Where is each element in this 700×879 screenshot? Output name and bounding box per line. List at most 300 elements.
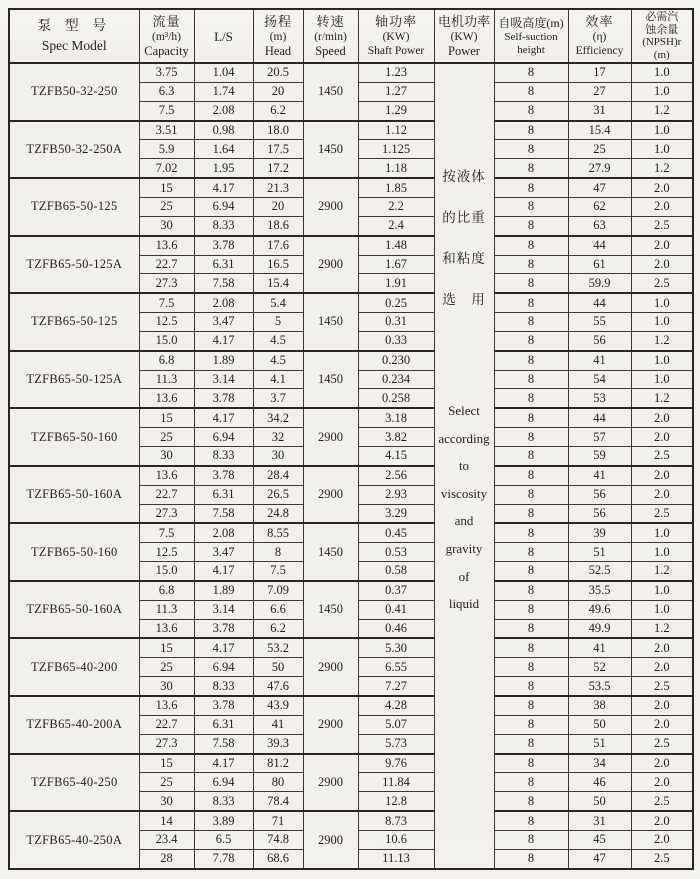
capacity-cell: 6.8 [139,581,194,600]
capacity-cell: 15 [139,638,194,657]
capacity-cell: 27.3 [139,274,194,293]
capacity-cell: 25 [139,197,194,216]
shaft-power-cell: 12.8 [358,792,434,811]
npsh-cell: 2.0 [631,466,693,485]
motor-note-gap [435,320,494,397]
shaft-power-cell: 1.48 [358,236,434,255]
head-cell: 16.5 [253,255,303,274]
capacity-cell: 30 [139,446,194,465]
npsh-cell: 1.0 [631,351,693,370]
header-speed [303,9,358,63]
ls-cell: 8.33 [194,446,253,465]
header-head [253,9,303,63]
capacity-cell: 15.0 [139,562,194,581]
header-capacity [139,9,194,63]
motor-note-en-line: and [454,513,474,529]
efficiency-cell: 50 [568,792,631,811]
ls-cell: 1.74 [194,82,253,101]
shaft-power-cell: 1.23 [358,63,434,82]
capacity-cell: 30 [139,216,194,235]
capacity-cell: 15 [139,408,194,427]
capacity-cell: 11.3 [139,600,194,619]
model-cell: TZFB65-40-250A [9,811,139,869]
header-shaft-power-en: Shaft Power [367,44,425,57]
efficiency-cell: 38 [568,696,631,715]
efficiency-cell: 31 [568,101,631,120]
self-suction-cell: 8 [494,446,568,465]
table-row [9,523,693,542]
header-npsh-zh: 必需汽 [645,11,679,23]
ls-cell: 7.58 [194,734,253,753]
shaft-power-cell: 0.46 [358,619,434,638]
capacity-cell: 7.5 [139,293,194,312]
speed-cell: 1450 [303,581,358,639]
self-suction-cell: 8 [494,830,568,849]
table-row [9,63,693,82]
header-shaft-power-unit: (KW) [382,30,410,43]
ls-cell: 7.58 [194,504,253,523]
npsh-cell: 1.2 [631,389,693,408]
self-suction-cell: 8 [494,696,568,715]
npsh-cell: 2.0 [631,715,693,734]
npsh-cell: 2.0 [631,255,693,274]
npsh-cell: 2.0 [631,485,693,504]
shaft-power-cell: 8.73 [358,811,434,830]
self-suction-cell: 8 [494,197,568,216]
head-cell: 20 [253,82,303,101]
ls-cell: 4.17 [194,638,253,657]
speed-cell: 1450 [303,351,358,409]
table-row [9,754,693,773]
efficiency-cell: 39 [568,523,631,542]
shaft-power-cell: 5.30 [358,638,434,657]
motor-note-cn-line: 和粘度 [442,251,486,266]
self-suction-cell: 8 [494,562,568,581]
model-cell: TZFB65-50-160A [9,581,139,639]
efficiency-cell: 52 [568,658,631,677]
head-cell: 8.55 [253,523,303,542]
ls-cell: 3.14 [194,370,253,389]
header-motor-power-unit: (KW) [450,30,478,43]
spec-table-body [9,63,693,869]
shaft-power-cell: 5.07 [358,715,434,734]
ls-cell: 6.5 [194,830,253,849]
shaft-power-cell: 9.76 [358,754,434,773]
efficiency-cell: 53.5 [568,677,631,696]
head-cell: 28.4 [253,466,303,485]
efficiency-cell: 41 [568,351,631,370]
ls-cell: 6.94 [194,197,253,216]
head-cell: 39.3 [253,734,303,753]
capacity-cell: 6.8 [139,351,194,370]
efficiency-cell: 56 [568,504,631,523]
header-motor-power-en: Power [448,43,480,58]
shaft-power-cell: 1.12 [358,121,434,140]
efficiency-cell: 49.9 [568,619,631,638]
npsh-cell: 1.0 [631,600,693,619]
ls-cell: 4.17 [194,754,253,773]
ls-cell: 1.64 [194,140,253,159]
capacity-cell: 11.3 [139,370,194,389]
efficiency-cell: 59 [568,446,631,465]
self-suction-cell: 8 [494,658,568,677]
capacity-cell: 7.02 [139,159,194,178]
npsh-cell: 2.0 [631,658,693,677]
efficiency-cell: 41 [568,638,631,657]
efficiency-cell: 61 [568,255,631,274]
shaft-power-cell: 5.73 [358,734,434,753]
header-spec-model [9,9,139,63]
efficiency-cell: 51 [568,734,631,753]
npsh-cell: 2.5 [631,734,693,753]
efficiency-cell: 17 [568,63,631,82]
self-suction-cell: 8 [494,293,568,312]
ls-cell: 2.08 [194,101,253,120]
capacity-cell: 15 [139,754,194,773]
header-efficiency-en: Efficiency [575,44,624,57]
shaft-power-cell: 0.33 [358,331,434,350]
head-cell: 80 [253,773,303,792]
motor-power-note [435,64,494,618]
header-npsh-zh2: 蚀余量 [645,23,679,36]
header-ls-label: L/S [214,28,233,44]
ls-cell: 6.94 [194,428,253,447]
efficiency-cell: 63 [568,216,631,235]
efficiency-cell: 35.5 [568,581,631,600]
ls-cell: 7.58 [194,274,253,293]
self-suction-cell: 8 [494,677,568,696]
speed-cell: 2900 [303,811,358,869]
efficiency-cell: 50 [568,715,631,734]
npsh-cell: 1.0 [631,370,693,389]
ls-cell: 3.14 [194,600,253,619]
ls-cell: 2.08 [194,523,253,542]
self-suction-cell: 8 [494,504,568,523]
head-cell: 71 [253,811,303,830]
model-cell: TZFB65-50-125 [9,178,139,236]
capacity-cell: 14 [139,811,194,830]
head-cell: 6.2 [253,101,303,120]
capacity-cell: 23.4 [139,830,194,849]
header-efficiency-zh: 效率 [585,13,614,29]
head-cell: 43.9 [253,696,303,715]
capacity-cell: 7.5 [139,101,194,120]
self-suction-cell: 8 [494,178,568,197]
efficiency-cell: 44 [568,408,631,427]
efficiency-cell: 46 [568,773,631,792]
ls-cell: 3.78 [194,389,253,408]
table-row [9,178,693,197]
header-npsh [631,9,693,63]
head-cell: 17.2 [253,159,303,178]
shaft-power-cell: 0.37 [358,581,434,600]
self-suction-cell: 8 [494,63,568,82]
header-capacity-zh: 流量 [152,13,181,29]
header-self-suction [494,9,568,63]
head-cell: 81.2 [253,754,303,773]
speed-cell: 2900 [303,236,358,294]
ls-cell: 6.94 [194,773,253,792]
ls-cell: 3.89 [194,811,253,830]
ls-cell: 3.78 [194,696,253,715]
head-cell: 18.6 [253,216,303,235]
model-cell: TZFB65-50-125 [9,293,139,351]
header-head-zh: 扬程 [263,13,292,29]
header-head-en: Head [264,43,292,58]
npsh-cell: 1.0 [631,82,693,101]
shaft-power-cell: 3.82 [358,428,434,447]
ls-cell: 3.47 [194,543,253,562]
shaft-power-cell: 2.2 [358,197,434,216]
speed-cell: 1450 [303,63,358,121]
motor-power-note-cell [434,63,494,869]
speed-cell: 2900 [303,696,358,754]
head-cell: 17.5 [253,140,303,159]
efficiency-cell: 25 [568,140,631,159]
ls-cell: 4.17 [194,331,253,350]
ls-cell: 7.78 [194,849,253,869]
ls-cell: 1.95 [194,159,253,178]
npsh-cell: 1.0 [631,121,693,140]
head-cell: 20 [253,197,303,216]
self-suction-cell: 8 [494,255,568,274]
header-self-suction-zh: 自吸高度(m) [498,15,564,30]
self-suction-cell: 8 [494,849,568,869]
shaft-power-cell: 2.4 [358,216,434,235]
efficiency-cell: 52.5 [568,562,631,581]
head-cell: 17.6 [253,236,303,255]
efficiency-cell: 54 [568,370,631,389]
model-cell: TZFB50-32-250 [9,63,139,121]
efficiency-cell: 59.9 [568,274,631,293]
header-head-unit: (m) [269,30,287,43]
capacity-cell: 15 [139,178,194,197]
shaft-power-cell: 1.85 [358,178,434,197]
npsh-cell: 2.5 [631,216,693,235]
capacity-cell: 13.6 [139,389,194,408]
efficiency-cell: 44 [568,236,631,255]
capacity-cell: 13.6 [139,696,194,715]
ls-cell: 1.89 [194,581,253,600]
head-cell: 7.5 [253,562,303,581]
shaft-power-cell: 0.58 [358,562,434,581]
motor-note-en-line: liquid [448,596,480,612]
ls-cell: 1.89 [194,351,253,370]
self-suction-cell: 8 [494,428,568,447]
self-suction-cell: 8 [494,140,568,159]
head-cell: 53.2 [253,638,303,657]
speed-cell: 2900 [303,466,358,524]
shaft-power-cell: 1.67 [358,255,434,274]
head-cell: 24.8 [253,504,303,523]
head-cell: 4.5 [253,351,303,370]
npsh-cell: 2.0 [631,773,693,792]
ls-cell: 3.78 [194,466,253,485]
npsh-cell: 1.0 [631,63,693,82]
shaft-power-cell: 10.6 [358,830,434,849]
capacity-cell: 6.3 [139,82,194,101]
head-cell: 15.4 [253,274,303,293]
motor-note-en-line: according [438,430,490,446]
shaft-power-cell: 1.29 [358,101,434,120]
head-cell: 68.6 [253,849,303,869]
head-cell: 50 [253,658,303,677]
ls-cell: 8.33 [194,677,253,696]
self-suction-cell: 8 [494,121,568,140]
efficiency-cell: 15.4 [568,121,631,140]
model-cell: TZFB65-50-125A [9,236,139,294]
efficiency-cell: 44 [568,293,631,312]
self-suction-cell: 8 [494,485,568,504]
head-cell: 34.2 [253,408,303,427]
table-row [9,466,693,485]
capacity-cell: 7.5 [139,523,194,542]
shaft-power-cell: 0.258 [358,389,434,408]
capacity-cell: 13.6 [139,619,194,638]
header-capacity-unit: (m³/h) [152,30,181,43]
model-cell: TZFB65-50-160 [9,523,139,581]
table-row [9,696,693,715]
head-cell: 7.09 [253,581,303,600]
shaft-power-cell: 11.13 [358,849,434,869]
head-cell: 21.3 [253,178,303,197]
self-suction-cell: 8 [494,715,568,734]
header-spec-model-zh: 泵 型 号 [37,19,112,34]
npsh-cell: 1.2 [631,562,693,581]
self-suction-cell: 8 [494,389,568,408]
shaft-power-cell: 4.28 [358,696,434,715]
npsh-cell: 2.0 [631,197,693,216]
self-suction-cell: 8 [494,351,568,370]
efficiency-cell: 49.6 [568,600,631,619]
ls-cell: 1.04 [194,63,253,82]
efficiency-cell: 47 [568,178,631,197]
shaft-power-cell: 2.93 [358,485,434,504]
ls-cell: 4.17 [194,178,253,197]
npsh-cell: 1.0 [631,140,693,159]
capacity-cell: 12.5 [139,543,194,562]
capacity-cell: 13.6 [139,236,194,255]
header-speed-zh: 转速 [316,13,345,29]
head-cell: 20.5 [253,63,303,82]
npsh-cell: 1.2 [631,159,693,178]
capacity-cell: 25 [139,773,194,792]
self-suction-cell: 8 [494,754,568,773]
table-row [9,121,693,140]
npsh-cell: 1.0 [631,523,693,542]
self-suction-cell: 8 [494,216,568,235]
self-suction-cell: 8 [494,792,568,811]
shaft-power-cell: 1.125 [358,140,434,159]
speed-cell: 2900 [303,754,358,812]
shaft-power-cell: 0.25 [358,293,434,312]
speed-cell: 1450 [303,293,358,351]
capacity-cell: 22.7 [139,255,194,274]
head-cell: 30 [253,446,303,465]
npsh-cell: 1.0 [631,313,693,332]
ls-cell: 3.78 [194,619,253,638]
self-suction-cell: 8 [494,638,568,657]
ls-cell: 4.17 [194,562,253,581]
shaft-power-cell: 1.91 [358,274,434,293]
header-capacity-en: Capacity [144,43,189,58]
self-suction-cell: 8 [494,370,568,389]
efficiency-cell: 56 [568,485,631,504]
header-motor-power [434,9,494,63]
shaft-power-cell: 2.56 [358,466,434,485]
speed-cell: 2900 [303,408,358,466]
self-suction-cell: 8 [494,581,568,600]
shaft-power-cell: 0.53 [358,543,434,562]
header-efficiency [568,9,631,63]
self-suction-cell: 8 [494,619,568,638]
npsh-cell: 2.0 [631,236,693,255]
model-cell: TZFB50-32-250A [9,121,139,179]
npsh-cell: 2.0 [631,178,693,197]
head-cell: 26.5 [253,485,303,504]
table-row [9,811,693,830]
efficiency-cell: 51 [568,543,631,562]
npsh-cell: 2.0 [631,811,693,830]
capacity-cell: 22.7 [139,715,194,734]
model-cell: TZFB65-50-160A [9,466,139,524]
efficiency-cell: 45 [568,830,631,849]
head-cell: 74.8 [253,830,303,849]
header-shaft-power-zh: 轴功率 [374,13,417,29]
shaft-power-cell: 4.15 [358,446,434,465]
header-npsh-en: (NPSH)r [642,36,682,48]
self-suction-cell: 8 [494,811,568,830]
self-suction-cell: 8 [494,773,568,792]
self-suction-cell: 8 [494,523,568,542]
motor-note-en-line: of [458,568,470,584]
capacity-cell: 27.3 [139,734,194,753]
capacity-cell: 5.9 [139,140,194,159]
ls-cell: 6.31 [194,255,253,274]
header-efficiency-unit: (η) [592,30,607,43]
head-cell: 41 [253,715,303,734]
capacity-cell: 13.6 [139,466,194,485]
head-cell: 32 [253,428,303,447]
capacity-cell: 28 [139,849,194,869]
shaft-power-cell: 0.234 [358,370,434,389]
capacity-cell: 3.75 [139,63,194,82]
efficiency-cell: 55 [568,313,631,332]
ls-cell: 3.78 [194,236,253,255]
header-self-suction-en2: height [517,43,545,56]
npsh-cell: 2.0 [631,696,693,715]
model-cell: TZFB65-50-160 [9,408,139,466]
table-row [9,236,693,255]
header-motor-power-zh: 电机功率 [437,13,490,29]
npsh-cell: 2.5 [631,274,693,293]
head-cell: 3.7 [253,389,303,408]
self-suction-cell: 8 [494,159,568,178]
efficiency-cell: 57 [568,428,631,447]
header-speed-en: Speed [315,43,346,58]
ls-cell: 8.33 [194,792,253,811]
self-suction-cell: 8 [494,543,568,562]
head-cell: 47.6 [253,677,303,696]
model-cell: TZFB65-40-250 [9,754,139,812]
efficiency-cell: 41 [568,466,631,485]
capacity-cell: 25 [139,658,194,677]
capacity-cell: 30 [139,677,194,696]
head-cell: 8 [253,543,303,562]
table-header [9,9,693,63]
ls-cell: 0.98 [194,121,253,140]
speed-cell: 1450 [303,121,358,179]
